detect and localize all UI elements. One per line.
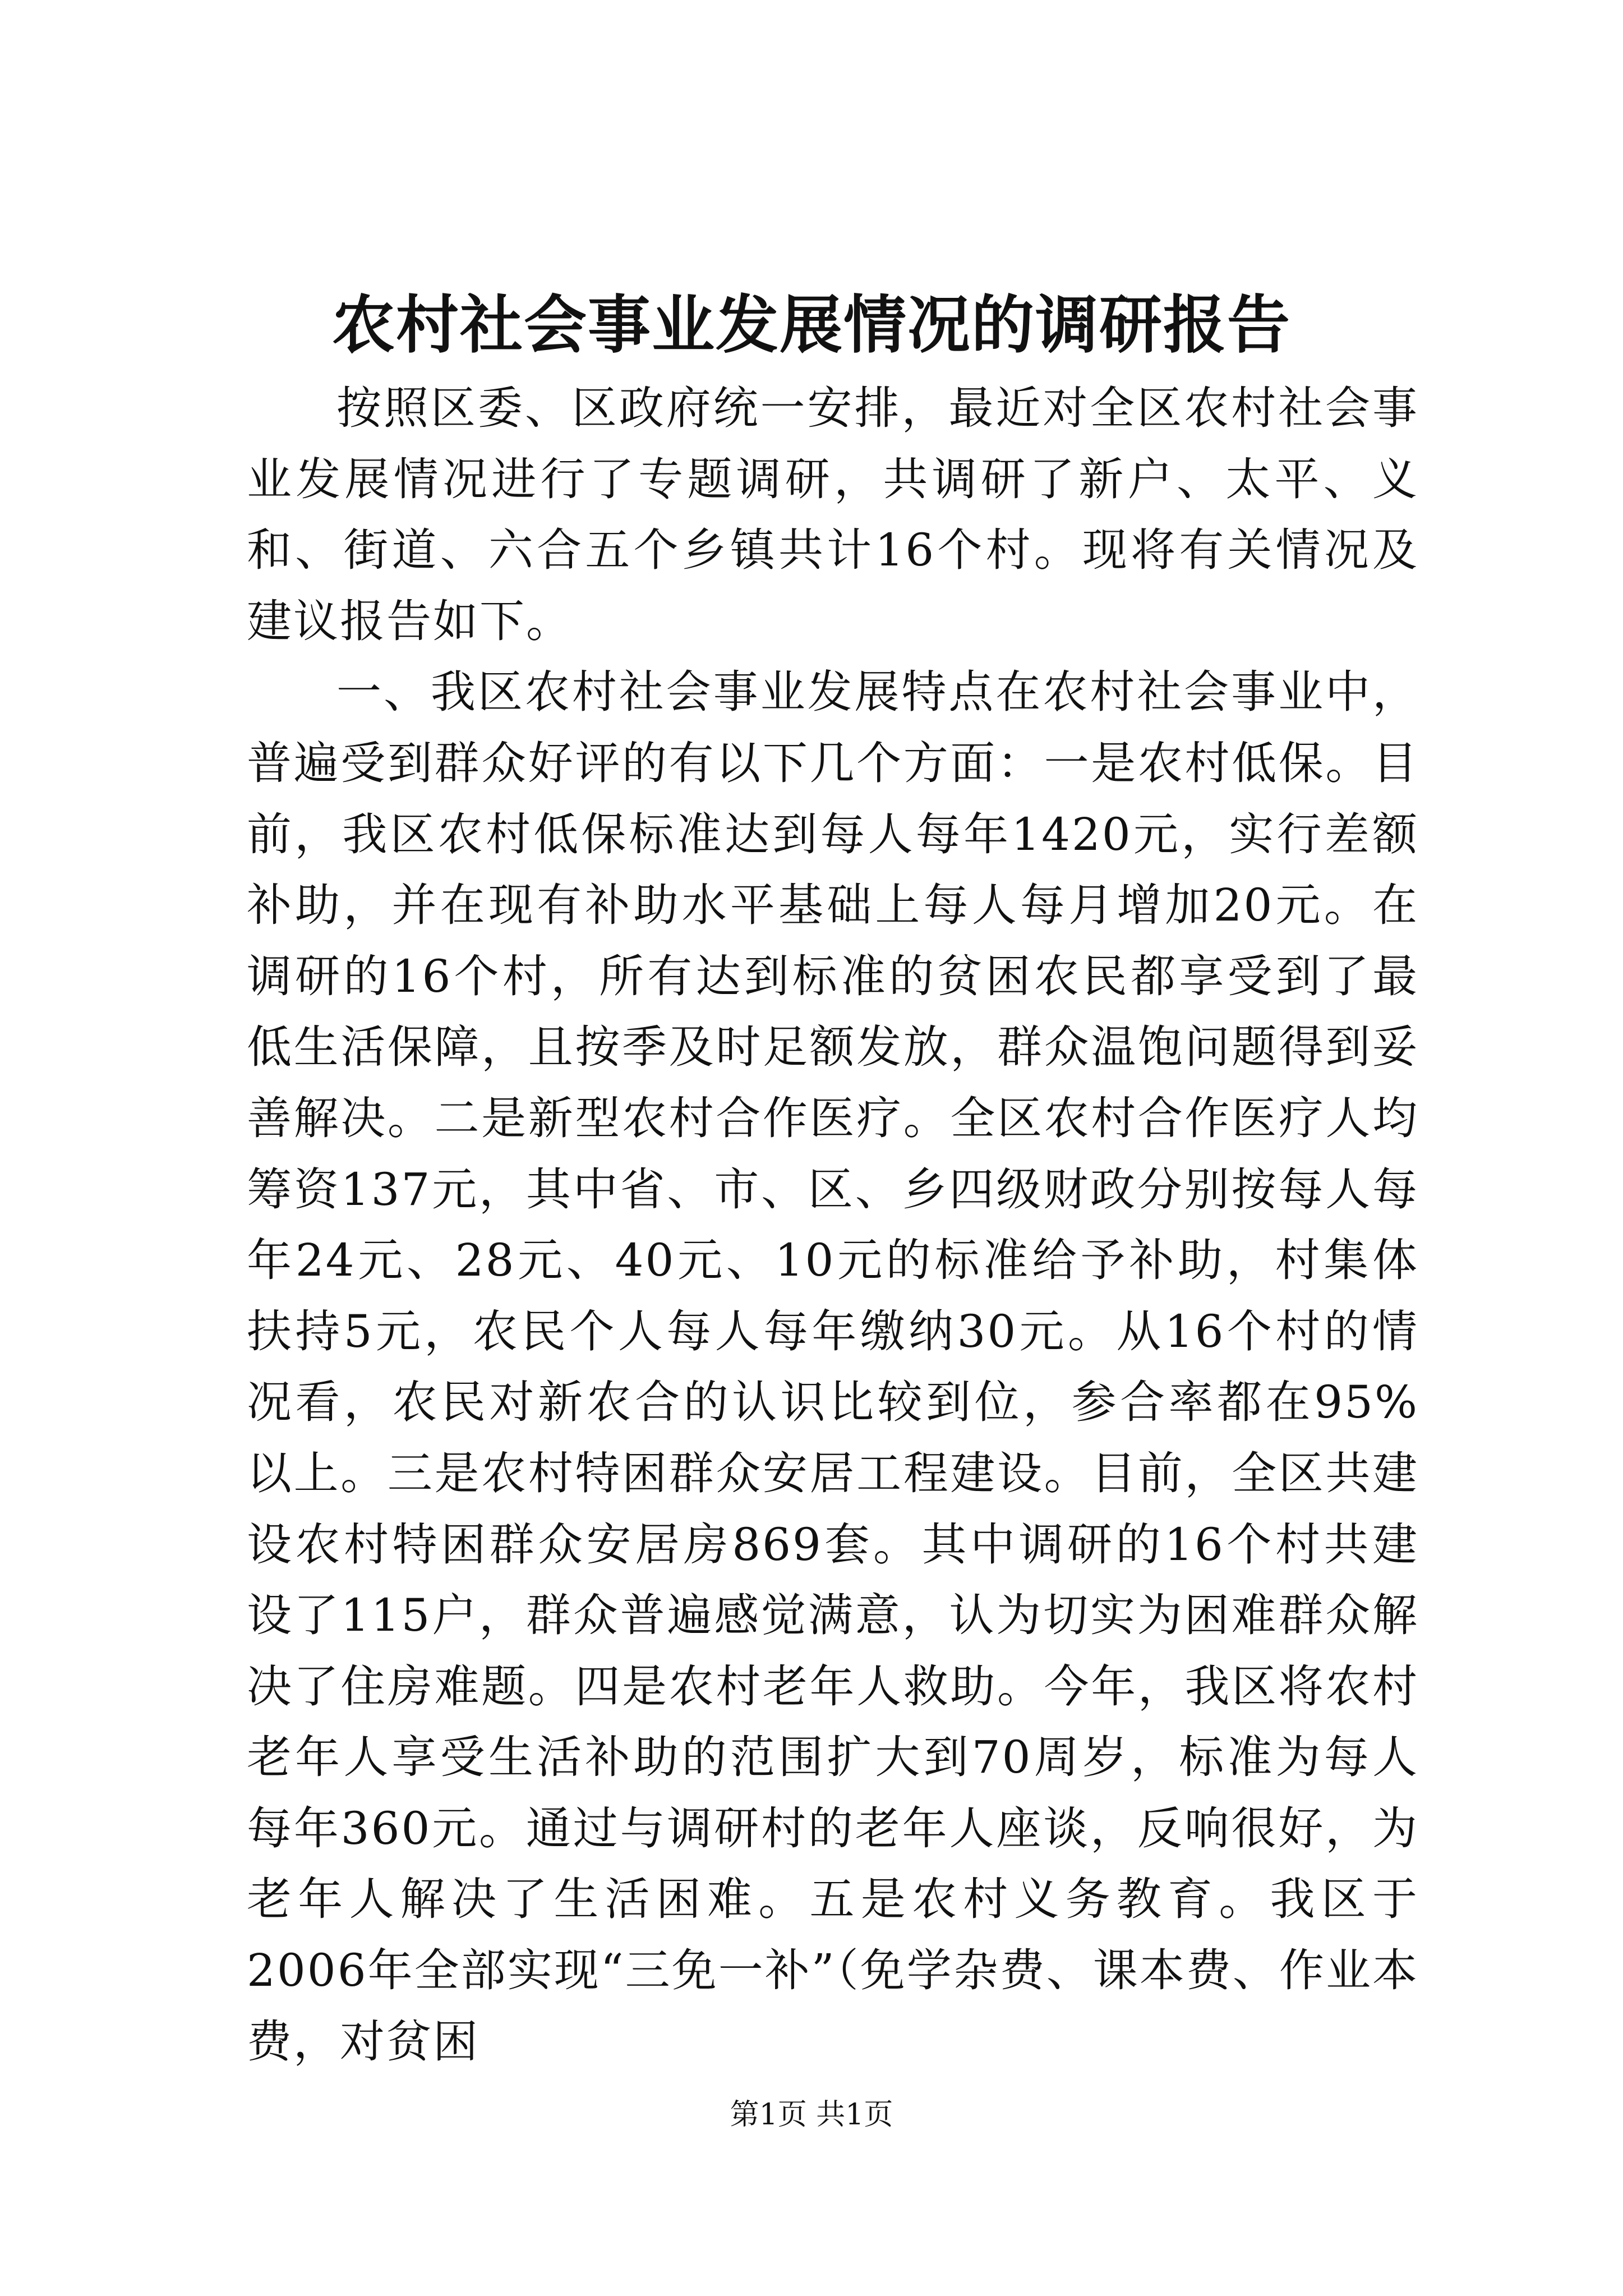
document-title: 农村社会事业发展情况的调研报告 (332, 288, 1291, 362)
page-footer (0, 2095, 1623, 2134)
page-number-label: 第1页 共1页 (730, 2098, 893, 2132)
document-body (247, 373, 1419, 2077)
paragraph-section-one: 一、我区农村社会事业发展特点在农村社会事业中，普遍受到群众好评的有以下几个方面：一是农村低保。目前，我区农村低保标准达到每人每年1420元，实行差额补助，并在现有补助水平基础上每人每月增加20元。在调研的16个村，所有达到标准的贫困农民都享受到了最低生活保障，且按季及时足额发放，群众温饱问题得到妥善解决。二是新型农村合作医疗。全区农村合作医疗人均筹资137元，其中省、市、区、乡四级财政分别按每人每年24元、28元、40元、10元的标准给予补助，村集体扶持5元，农民个人每人每年缴纳30元。从16个村的情况看，农民对新农合的认识比较到位，参合率都在95%以上。三是农村特困群众安居工程建设。目前，全区共建设农村特困群众安居房869套。其中调研的16个村共建设了115户，群众普遍感觉满意，认为切实为困难群众解决了住房难题。四是农村老年人救助。今年，我区将农村老年人享受生活补助的范围扩大到70周岁，标准为每人每年360元。通过与调研村的老年人座谈，反响很好，为老年人解决了生活困难。五是农村义务教育。我区于2006年全部实现“三免一补”（免学杂费、课本费、作业本费，对贫困 (247, 666, 1419, 2068)
paragraph-intro: 按照区委、区政府统一安排，最近对全区农村社会事业发展情况进行了专题调研，共调研了新户、太平、义和、街道、六合五个乡镇共计16个村。现将有关情况及建议报告如下。 (247, 382, 1419, 647)
